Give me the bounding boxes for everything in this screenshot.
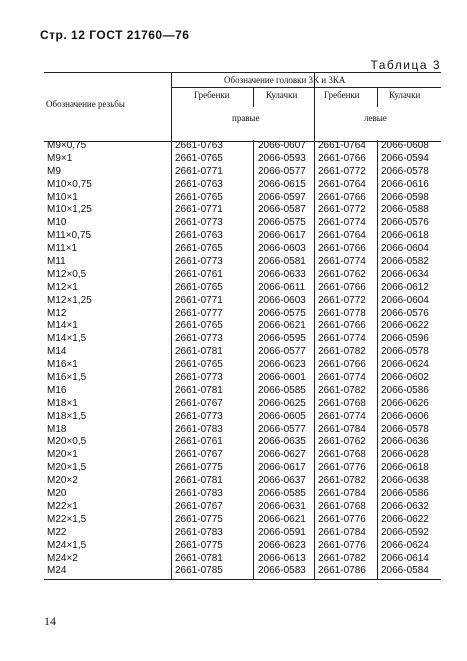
right-jaws-cell: 2066-0615 [258,178,306,190]
right-comb-cell: 2661-0765 [175,152,223,164]
left-jaws-cell: 2066-0618 [381,462,429,474]
left-comb-cell: 2661-0776 [318,513,366,525]
table-row [44,153,441,166]
right-jaws-cell: 2066-0575 [258,307,306,319]
right-comb-cell: 2661-0783 [175,488,223,500]
right-jaws-cell: 2066-0623 [258,359,306,371]
left-comb-cell: 2661-0784 [318,526,366,538]
right-jaws-cell: 2066-0593 [258,152,306,164]
thread-designation-cell: M16×1,5 [47,372,87,384]
thread-designation-cell: M18 [47,423,67,435]
right-jaws-cell: 2066-0601 [258,372,306,384]
right-comb-cell: 2661-0765 [175,243,223,255]
left-comb-cell: 2661-0766 [318,152,366,164]
left-comb-cell: 2661-0774 [318,333,366,345]
thread-designation-cell: M24 [47,565,67,577]
left-jaws-cell: 2066-0578 [381,165,429,177]
table-row [44,333,441,346]
right-comb-cell: 2661-0765 [175,359,223,371]
header-designation: Обозначение резьбы [46,99,125,109]
right-jaws-cell: 2066-0631 [258,500,306,512]
left-comb-cell: 2661-0784 [318,423,366,435]
left-jaws-cell: 2066-0622 [381,320,429,332]
left-jaws-cell: 2066-0624 [381,359,429,371]
thread-designation-cell: M22×1,5 [47,513,87,525]
right-comb-cell: 2661-0771 [175,294,223,306]
table-row [44,424,441,437]
left-jaws-cell: 2066-0576 [381,217,429,229]
thread-designation-cell: M18×1,5 [47,410,87,422]
table-row [44,359,441,372]
right-comb-cell: 2661-0765 [175,320,223,332]
left-comb-cell: 2661-0776 [318,539,366,551]
left-jaws-cell: 2066-0602 [381,372,429,384]
left-jaws-cell: 2066-0596 [381,333,429,345]
page-header: Стр. 12 ГОСТ 21760—76 [40,28,190,42]
table-row [44,462,441,475]
left-comb-cell: 2661-0764 [318,230,366,242]
table-row [44,166,441,179]
right-jaws-cell: 2066-0635 [258,436,306,448]
left-jaws-cell: 2066-0584 [381,565,429,577]
left-comb-cell: 2661-0776 [318,462,366,474]
table-row [44,256,441,269]
right-comb-cell: 2661-0765 [175,191,223,203]
header-right-jaws: Кулачки [266,90,298,100]
left-jaws-cell: 2066-0588 [381,204,429,216]
thread-designation-cell: M12×1 [47,281,78,293]
right-comb-cell: 2661-0773 [175,410,223,422]
left-comb-cell: 2661-0786 [318,565,366,577]
table-row [44,295,441,308]
right-comb-cell: 2661-0781 [175,475,223,487]
left-comb-cell: 2661-0768 [318,397,366,409]
right-comb-cell: 2661-0767 [175,449,223,461]
thread-designation-cell: M22 [47,526,67,538]
right-jaws-cell: 2066-0617 [258,230,306,242]
left-comb-cell: 2661-0766 [318,243,366,255]
right-comb-cell: 2661-0763 [175,230,223,242]
table-row [44,179,441,192]
left-comb-cell: 2661-0764 [318,140,366,151]
left-jaws-cell: 2066-0586 [381,384,429,396]
left-comb-cell: 2661-0766 [318,359,366,371]
page-number: 14 [44,614,56,628]
table-row [44,565,441,578]
table-row [44,217,441,230]
left-jaws-cell: 2066-0576 [381,307,429,319]
header-group: Обозначение головки 3К и 3КА [224,75,346,85]
right-jaws-cell: 2066-0583 [258,565,306,577]
left-comb-cell: 2661-0782 [318,384,366,396]
thread-designation-cell: M12×0,5 [47,268,87,280]
header-right-comb: Гребенки [194,90,230,100]
left-jaws-cell: 2066-0634 [381,268,429,280]
right-jaws-cell: 2066-0585 [258,384,306,396]
thread-designation-cell: M10×1,25 [47,204,92,216]
thread-designation-cell: M9×0,75 [47,140,87,151]
table-row [44,553,441,566]
right-comb-cell: 2661-0763 [175,140,223,151]
left-comb-cell: 2661-0774 [318,256,366,268]
left-jaws-cell: 2066-0632 [381,500,429,512]
right-jaws-cell: 2066-0617 [258,462,306,474]
right-comb-cell: 2661-0767 [175,397,223,409]
table-row [44,514,441,527]
right-jaws-cell: 2066-0577 [258,165,306,177]
right-jaws-cell: 2066-0621 [258,320,306,332]
right-jaws-cell: 2066-0627 [258,449,306,461]
left-comb-cell: 2661-0784 [318,488,366,500]
left-jaws-cell: 2066-0608 [381,140,429,151]
table-row [44,269,441,282]
left-jaws-cell: 2066-0618 [381,230,429,242]
right-comb-cell: 2661-0771 [175,165,223,177]
left-jaws-cell: 2066-0582 [381,256,429,268]
left-comb-cell: 2661-0782 [318,475,366,487]
table-row [44,282,441,295]
header-left-jaws: Кулачки [389,90,421,100]
thread-designation-cell: M11×0,75 [47,230,92,242]
thread-designation-cell: M16×1 [47,359,78,371]
thread-designation-cell: M20×2 [47,475,78,487]
table-row [44,398,441,411]
left-jaws-cell: 2066-0628 [381,449,429,461]
left-jaws-cell: 2066-0586 [381,488,429,500]
left-comb-cell: 2661-0768 [318,500,366,512]
header-right: правые [232,113,260,123]
thread-designation-cell: M10×1 [47,191,78,203]
thread-designation-cell: M9×1 [47,152,73,164]
table-row [44,475,441,488]
left-comb-cell: 2661-0774 [318,410,366,422]
left-comb-cell: 2661-0766 [318,191,366,203]
thread-designation-cell: M16 [47,384,67,396]
right-comb-cell: 2661-0777 [175,307,223,319]
right-jaws-cell: 2066-0607 [258,140,306,151]
left-comb-cell: 2661-0762 [318,268,366,280]
right-jaws-cell: 2066-0611 [258,281,306,293]
thread-designation-cell: M11 [47,256,66,268]
right-jaws-cell: 2066-0603 [258,294,306,306]
thread-designation-cell: M22×1 [47,500,78,512]
right-comb-cell: 2661-0761 [175,436,223,448]
table-row [44,449,441,462]
thread-designation-cell: M24×1,5 [47,539,87,551]
right-comb-cell: 2661-0773 [175,333,223,345]
table-row [44,540,441,553]
left-jaws-cell: 2066-0578 [381,423,429,435]
right-jaws-cell: 2066-0575 [258,217,306,229]
right-jaws-cell: 2066-0587 [258,204,306,216]
table-row [44,320,441,333]
header-left: левые [364,113,387,123]
left-jaws-cell: 2066-0606 [381,410,429,422]
left-comb-cell: 2661-0772 [318,165,366,177]
thread-designation-cell: M20 [47,488,67,500]
right-comb-cell: 2661-0783 [175,423,223,435]
right-comb-cell: 2661-0781 [175,552,223,564]
table-bottom-rule [44,579,441,580]
left-comb-cell: 2661-0782 [318,552,366,564]
right-jaws-cell: 2066-0591 [258,526,306,538]
right-comb-cell: 2661-0781 [175,384,223,396]
right-comb-cell: 2661-0775 [175,462,223,474]
right-jaws-cell: 2066-0597 [258,191,306,203]
thread-designation-cell: M24×2 [47,552,78,564]
thread-designation-cell: M12 [47,307,67,319]
right-jaws-cell: 2066-0625 [258,397,306,409]
table-header [44,72,441,142]
left-jaws-cell: 2066-0616 [381,178,429,190]
left-comb-cell: 2661-0768 [318,449,366,461]
table-row [44,140,441,153]
right-comb-cell: 2661-0761 [175,268,223,280]
right-jaws-cell: 2066-0581 [258,256,306,268]
right-jaws-cell: 2066-0633 [258,268,306,280]
thread-designation-cell: M20×1,5 [47,462,87,474]
right-comb-cell: 2661-0763 [175,178,223,190]
thread-designation-cell: M14×1 [47,320,78,332]
table-caption: Таблица 3 [370,58,441,72]
table-row [44,527,441,540]
right-jaws-cell: 2066-0577 [258,423,306,435]
column-divider [253,140,254,579]
left-jaws-cell: 2066-0626 [381,397,429,409]
left-comb-cell: 2661-0774 [318,217,366,229]
right-comb-cell: 2661-0781 [175,346,223,358]
table-row [44,230,441,243]
left-jaws-cell: 2066-0624 [381,539,429,551]
table-row [44,501,441,514]
thread-designation-cell: M20×0,5 [47,436,87,448]
thread-designation-cell: M14 [47,346,67,358]
table-row [44,204,441,217]
left-comb-cell: 2661-0766 [318,281,366,293]
left-comb-cell: 2661-0772 [318,204,366,216]
thread-designation-cell: M18×1 [47,397,78,409]
column-divider [171,140,172,579]
left-jaws-cell: 2066-0636 [381,436,429,448]
header-left-comb: Гребенки [324,90,360,100]
thread-designation-cell: M14×1,5 [47,333,87,345]
right-jaws-cell: 2066-0613 [258,552,306,564]
left-jaws-cell: 2066-0592 [381,526,429,538]
right-jaws-cell: 2066-0621 [258,513,306,525]
left-jaws-cell: 2066-0604 [381,294,429,306]
table-row [44,488,441,501]
table-row [44,308,441,321]
right-jaws-cell: 2066-0585 [258,488,306,500]
left-jaws-cell: 2066-0598 [381,191,429,203]
right-jaws-cell: 2066-0623 [258,539,306,551]
table-row [44,436,441,449]
column-divider [314,140,315,579]
right-jaws-cell: 2066-0605 [258,410,306,422]
table-body [44,140,441,578]
right-comb-cell: 2661-0783 [175,526,223,538]
right-comb-cell: 2661-0775 [175,513,223,525]
table-row [44,385,441,398]
right-jaws-cell: 2066-0595 [258,333,306,345]
right-comb-cell: 2661-0785 [175,565,223,577]
table-row [44,192,441,205]
table-row [44,346,441,359]
left-jaws-cell: 2066-0612 [381,281,429,293]
left-jaws-cell: 2066-0594 [381,152,429,164]
thread-designation-cell: M12×1,25 [47,294,92,306]
thread-designation-cell: M20×1 [47,449,78,461]
right-comb-cell: 2661-0767 [175,500,223,512]
right-comb-cell: 2661-0771 [175,204,223,216]
thread-designation-cell: M11×1 [47,243,78,255]
table-row [44,243,441,256]
column-divider [377,140,378,579]
left-jaws-cell: 2066-0604 [381,243,429,255]
right-jaws-cell: 2066-0603 [258,243,306,255]
right-comb-cell: 2661-0765 [175,281,223,293]
thread-designation-cell: M9 [47,165,61,177]
left-comb-cell: 2661-0764 [318,178,366,190]
thread-designation-cell: M10×0,75 [47,178,92,190]
left-comb-cell: 2661-0774 [318,372,366,384]
left-jaws-cell: 2066-0622 [381,513,429,525]
right-jaws-cell: 2066-0637 [258,475,306,487]
left-jaws-cell: 2066-0614 [381,552,429,564]
right-jaws-cell: 2066-0577 [258,346,306,358]
thread-designation-cell: M10 [47,217,67,229]
table-row [44,372,441,385]
left-comb-cell: 2661-0778 [318,307,366,319]
right-comb-cell: 2661-0775 [175,539,223,551]
left-jaws-cell: 2066-0638 [381,475,429,487]
left-comb-cell: 2661-0772 [318,294,366,306]
right-comb-cell: 2661-0773 [175,256,223,268]
left-comb-cell: 2661-0766 [318,320,366,332]
right-comb-cell: 2661-0773 [175,217,223,229]
left-jaws-cell: 2066-0578 [381,346,429,358]
right-comb-cell: 2661-0773 [175,372,223,384]
left-comb-cell: 2661-0782 [318,346,366,358]
left-comb-cell: 2661-0762 [318,436,366,448]
table-row [44,411,441,424]
